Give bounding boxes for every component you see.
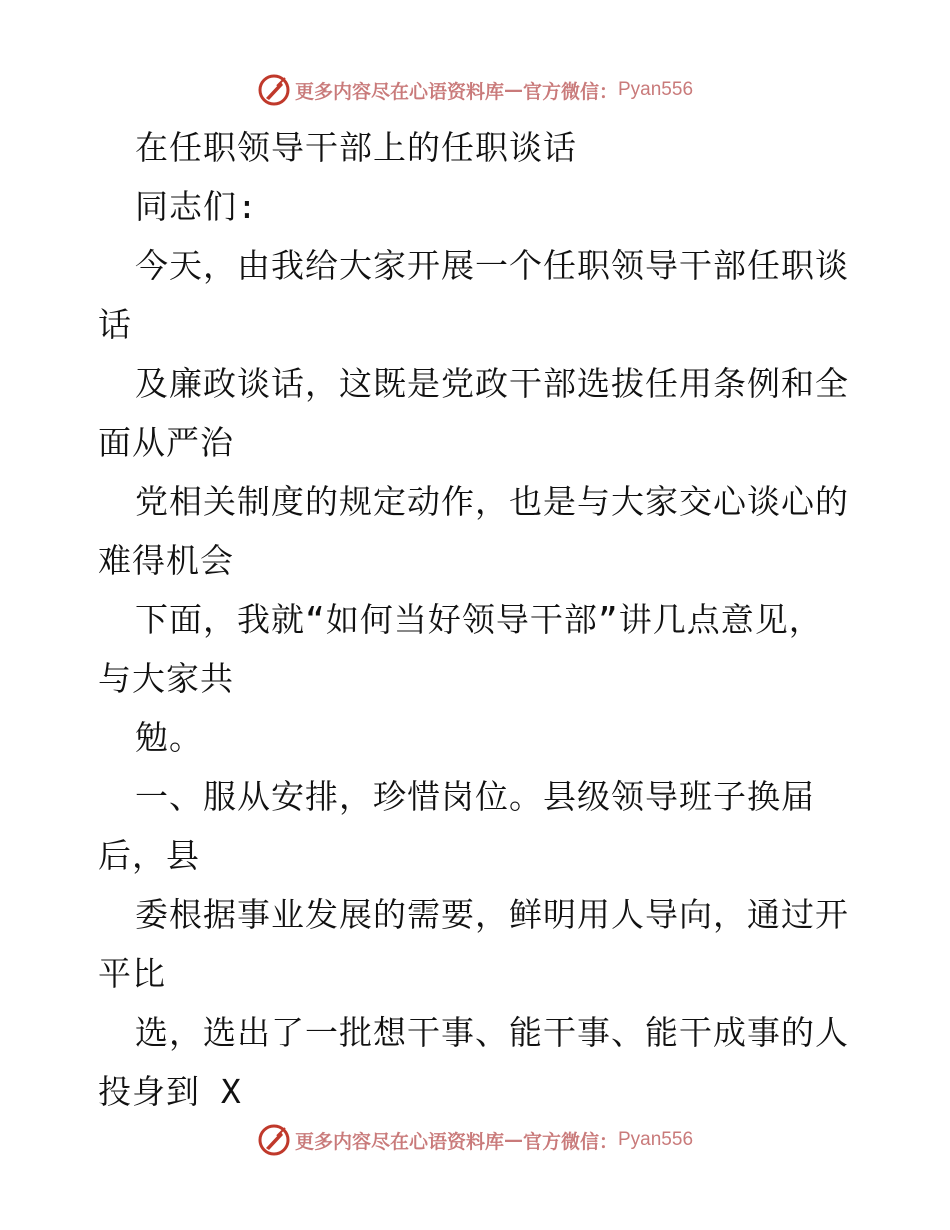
watermark-separator: — bbox=[503, 79, 523, 101]
watermark-wechat-label: 官方微信： bbox=[522, 1130, 618, 1153]
text-line: 投身到 X bbox=[98, 1072, 242, 1111]
text-line: 选，选出了一批想干事、能干事、能干成事的人 bbox=[135, 1013, 849, 1052]
quill-logo-icon bbox=[257, 1123, 291, 1157]
watermark-wechat-id: Pyan556 bbox=[618, 79, 694, 100]
text-line: 及廉政谈话，这既是党政干部选拔任用条例和全 bbox=[135, 364, 849, 403]
text-line: 平比 bbox=[98, 954, 166, 993]
quill-logo-icon bbox=[257, 73, 291, 107]
watermark-site-text: 更多内容尽在心语资料库 bbox=[294, 1130, 504, 1153]
text-line: 与大家共 bbox=[98, 659, 234, 698]
watermark-site-text: 更多内容尽在心语资料库 bbox=[294, 80, 504, 103]
text-line: 下面，我就“如何当好领导干部”讲几点意见， bbox=[135, 600, 823, 639]
text-line: 一、服从安排，珍惜岗位。县级领导班子换届 bbox=[135, 777, 815, 816]
text-line: 党相关制度的规定动作，也是与大家交心谈心的 bbox=[135, 482, 849, 521]
watermark-wechat-id: Pyan556 bbox=[618, 1129, 694, 1150]
text-line: 话 bbox=[98, 305, 132, 344]
text-line: 后，县 bbox=[98, 836, 200, 875]
text-line: 同志们: bbox=[135, 187, 258, 226]
watermark-header bbox=[0, 70, 950, 110]
watermark-footer bbox=[0, 1120, 950, 1160]
text-line: 难得机会 bbox=[98, 541, 234, 580]
watermark-separator: — bbox=[503, 1129, 523, 1151]
text-line: 委根据事业发展的需要，鲜明用人导向，通过开 bbox=[135, 895, 849, 934]
document-body bbox=[98, 118, 858, 1121]
text-line: 今天，由我给大家开展一个任职领导干部任职谈 bbox=[135, 246, 849, 285]
text-line: 勉。 bbox=[135, 718, 203, 757]
text-line: 在任职领导干部上的任职谈话 bbox=[135, 128, 577, 167]
watermark-wechat-label: 官方微信： bbox=[522, 80, 618, 103]
text-line: 面从严治 bbox=[98, 423, 234, 462]
